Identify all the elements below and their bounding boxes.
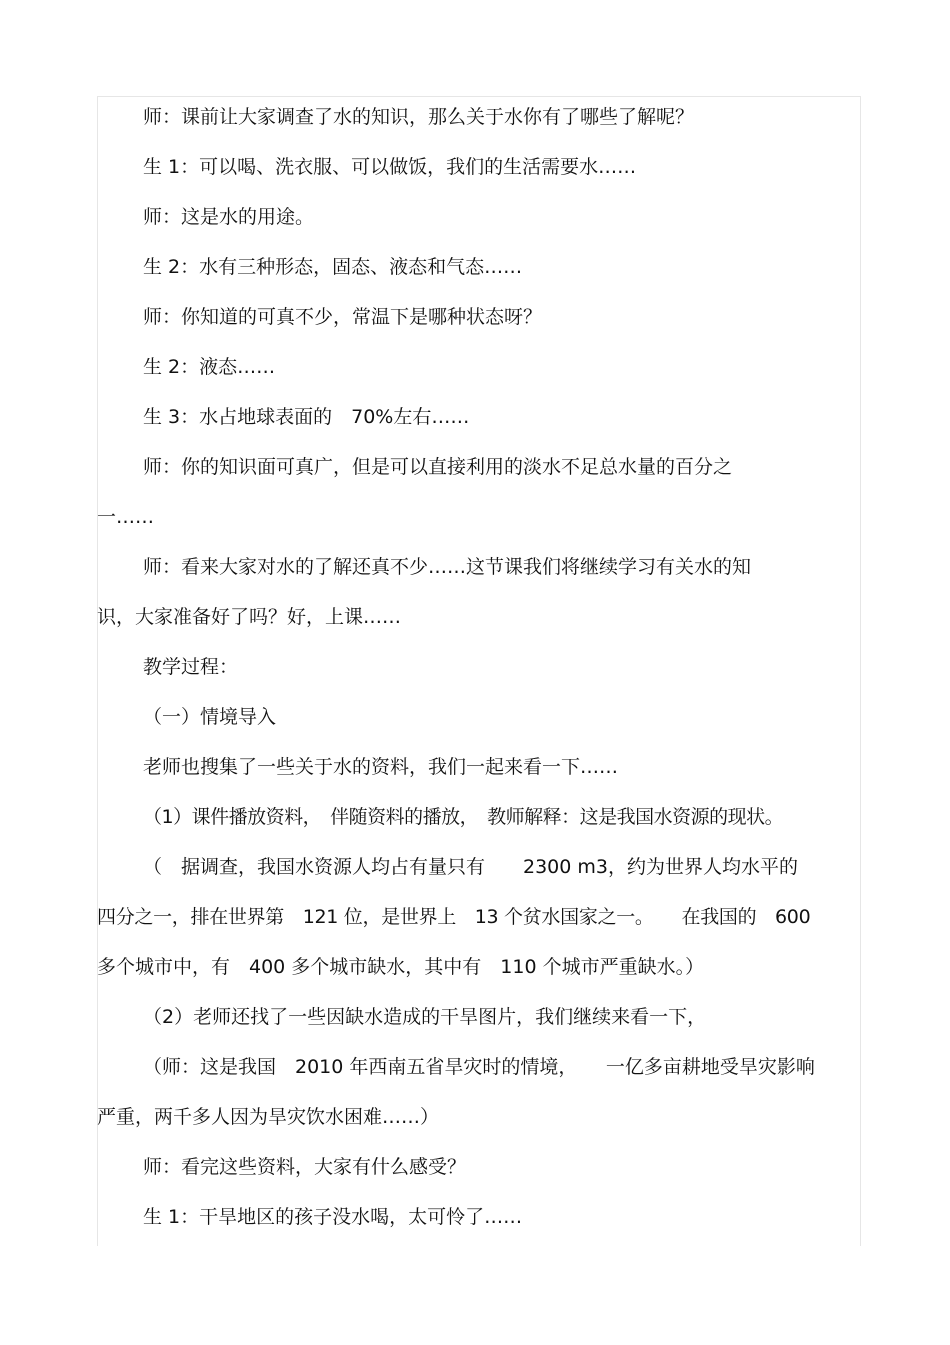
text-line: 严重，两千多人因为旱灾饮水困难……） [97,1106,440,1128]
text-line: 老师也搜集了一些关于水的资料，我们一起来看一下…… [143,756,619,778]
text-line: 一…… [97,506,155,528]
text-line: 生 3：水占地球表面的 70%左右…… [143,406,470,428]
text-line: 师：看来大家对水的了解还真不少……这节课我们将继续学习有关水的知 [143,556,752,578]
text-line: 师：看完这些资料，大家有什么感受？ [143,1156,467,1178]
section-heading: 教学过程： [143,656,239,678]
text-line: 生 1：可以喝、洗衣服、可以做饭，我们的生活需要水…… [143,156,637,178]
text-line: （ 据调查，我国水资源人均占有量只有 2300 m3，约为世界人均水平的 [143,856,798,878]
text-line: 师：你的知识面可真广，但是可以直接利用的淡水不足总水量的百分之 [143,456,733,478]
text-line: 识，大家准备好了吗？好，上课…… [97,606,402,628]
text-line: 四分之一，排在世界第 121 位，是世界上 13 个贫水国家之一。 在我国的 600 [97,906,811,928]
text-line: 生 2：液态…… [143,356,276,378]
text-line: 师：你知道的可真不少，常温下是哪种状态呀？ [143,306,543,328]
text-line: 多个城市中，有 400 多个城市缺水，其中有 110 个城市严重缺水。） [97,956,705,978]
text-line: 生 1：干旱地区的孩子没水喝，太可怜了…… [143,1206,523,1228]
text-line: 生 2：水有三种形态，固态、液态和气态…… [143,256,523,278]
text-line: （师：这是我国 2010 年西南五省旱灾时的情境， 一亿多亩耕地受旱灾影响 [143,1056,815,1078]
subsection-heading: （一）情境导入 [143,706,277,728]
text-line: （1）课件播放资料， 伴随资料的播放， 教师解释：这是我国水资源的现状。 [143,806,784,828]
text-line: 师：课前让大家调查了水的知识，那么关于水你有了哪些了解呢？ [143,106,695,128]
text-line: 师：这是水的用途。 [143,206,315,228]
text-line: （2）老师还找了一些因缺水造成的干旱图片，我们继续来看一下， [143,1006,707,1028]
